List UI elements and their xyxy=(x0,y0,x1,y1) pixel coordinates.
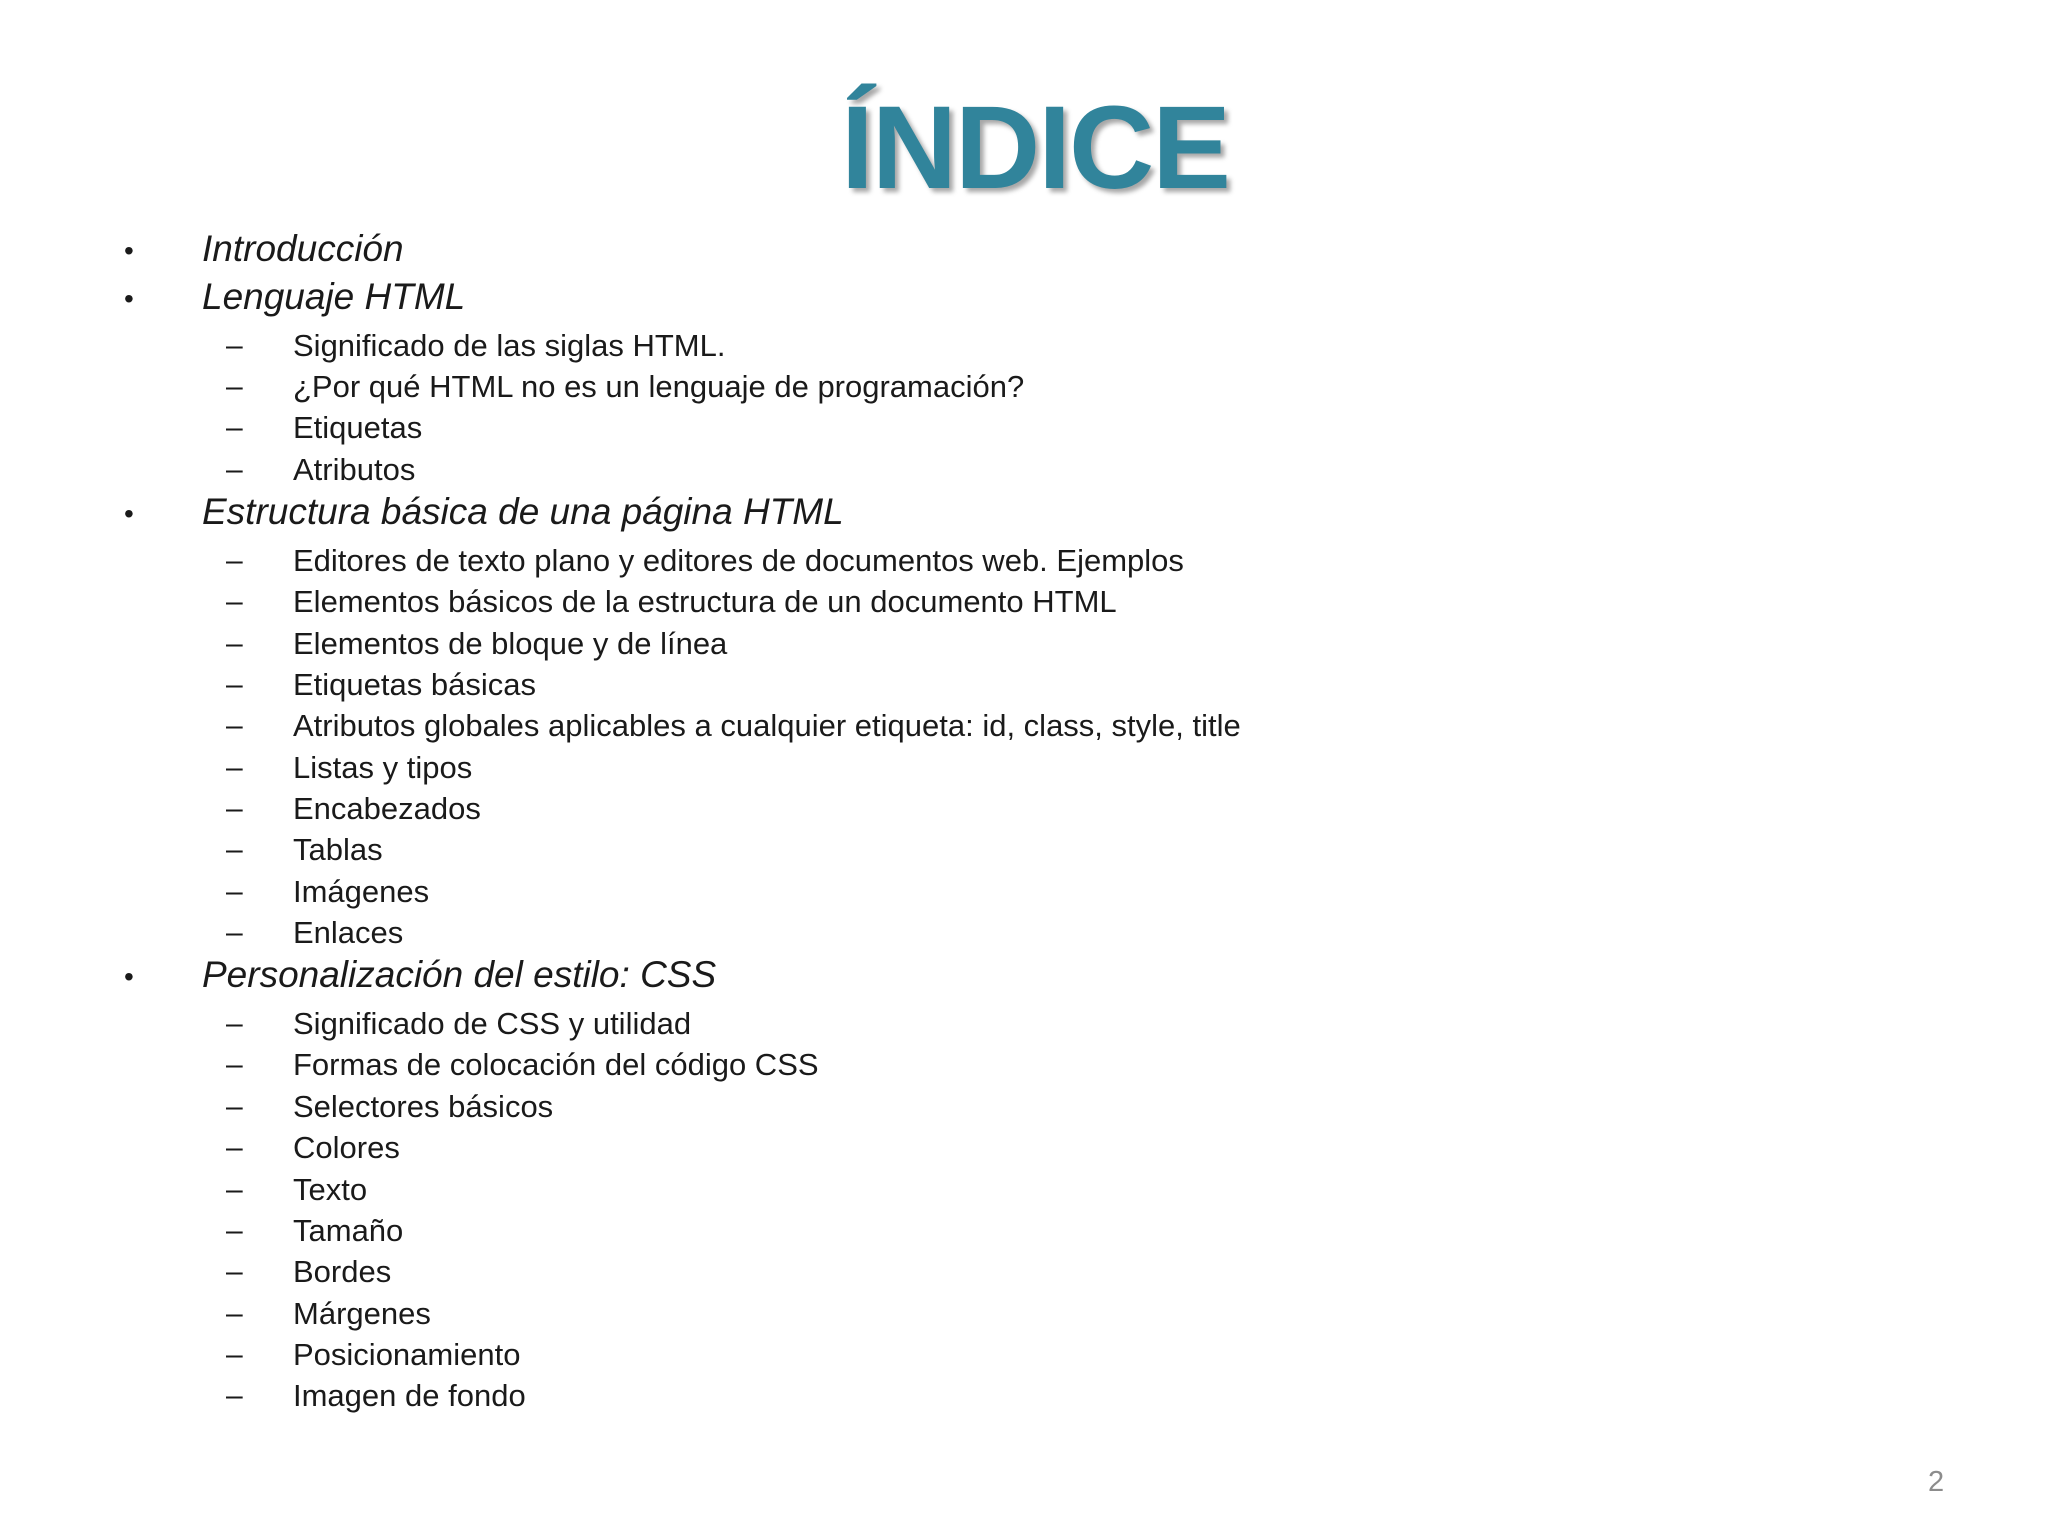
toc-item-label: Formas de colocación del código CSS xyxy=(293,1047,819,1082)
toc-item-label: Colores xyxy=(293,1130,400,1165)
toc-item-label: Imagen de fondo xyxy=(293,1378,526,1413)
dash-icon: – xyxy=(226,1173,243,1206)
dash-icon: – xyxy=(226,1297,243,1330)
toc-item-label: Elementos de bloque y de línea xyxy=(293,626,728,661)
toc-item-label: Etiquetas básicas xyxy=(293,667,536,702)
toc-item-label: Significado de las siglas HTML. xyxy=(293,328,726,363)
toc-item-label: Elementos básicos de la estructura de un documento HTML xyxy=(293,584,1117,619)
slide-title: ÍNDICE xyxy=(841,82,1229,214)
dash-icon: – xyxy=(226,709,243,742)
toc-item-label: Etiquetas xyxy=(293,410,423,445)
toc-item-label: Listas y tipos xyxy=(293,750,473,785)
toc-item-label: Editores de texto plano y editores de documentos web. Ejemplos xyxy=(293,543,1184,578)
page-number: 2 xyxy=(1928,1466,1945,1498)
dash-icon: – xyxy=(226,751,243,784)
dash-icon: – xyxy=(226,668,243,701)
dash-icon: – xyxy=(226,1007,243,1040)
toc-item-label: Bordes xyxy=(293,1254,392,1289)
bullet-icon: • xyxy=(124,283,134,314)
toc-item-label: Lenguaje HTML xyxy=(202,276,466,317)
toc-item-label: Tamaño xyxy=(293,1213,404,1248)
toc-item-label: Atributos xyxy=(293,452,416,487)
dash-icon: – xyxy=(226,627,243,660)
toc-item-label: Enlaces xyxy=(293,915,404,950)
bullet-icon: • xyxy=(124,498,134,529)
dash-icon: – xyxy=(226,916,243,949)
toc-item-label: Personalización del estilo: CSS xyxy=(202,954,717,995)
dash-icon: – xyxy=(226,833,243,866)
dash-icon: – xyxy=(226,1379,243,1412)
toc-item-label: Introducción xyxy=(202,228,404,269)
toc-item-label: Encabezados xyxy=(293,791,481,826)
toc-item-label: ¿Por qué HTML no es un lenguaje de programación? xyxy=(293,369,1025,404)
toc-item-label: Márgenes xyxy=(293,1296,431,1331)
toc-item-label: Selectores básicos xyxy=(293,1089,554,1124)
bullet-icon: • xyxy=(124,235,134,266)
toc-item-label: Tablas xyxy=(293,832,383,867)
toc-item-label: Texto xyxy=(293,1172,368,1207)
dash-icon: – xyxy=(226,1048,243,1081)
toc-item-label: Imágenes xyxy=(293,874,430,909)
dash-icon: – xyxy=(226,544,243,577)
dash-icon: – xyxy=(226,1338,243,1371)
dash-icon: – xyxy=(226,1255,243,1288)
dash-icon: – xyxy=(226,875,243,908)
dash-icon: – xyxy=(226,585,243,618)
bullet-icon: • xyxy=(124,961,134,992)
toc-item-label: Atributos globales aplicables a cualquier etiqueta: id, class, style, title xyxy=(293,708,1241,743)
dash-icon: – xyxy=(226,329,243,362)
dash-icon: – xyxy=(226,1214,243,1247)
dash-icon: – xyxy=(226,453,243,486)
dash-icon: – xyxy=(226,792,243,825)
toc-item-label: Significado de CSS y utilidad xyxy=(293,1006,692,1041)
dash-icon: – xyxy=(226,370,243,403)
dash-icon: – xyxy=(226,1090,243,1123)
dash-icon: – xyxy=(226,411,243,444)
dash-icon: – xyxy=(226,1131,243,1164)
toc-item-label: Estructura básica de una página HTML xyxy=(202,491,844,532)
toc-item-label: Posicionamiento xyxy=(293,1337,521,1372)
